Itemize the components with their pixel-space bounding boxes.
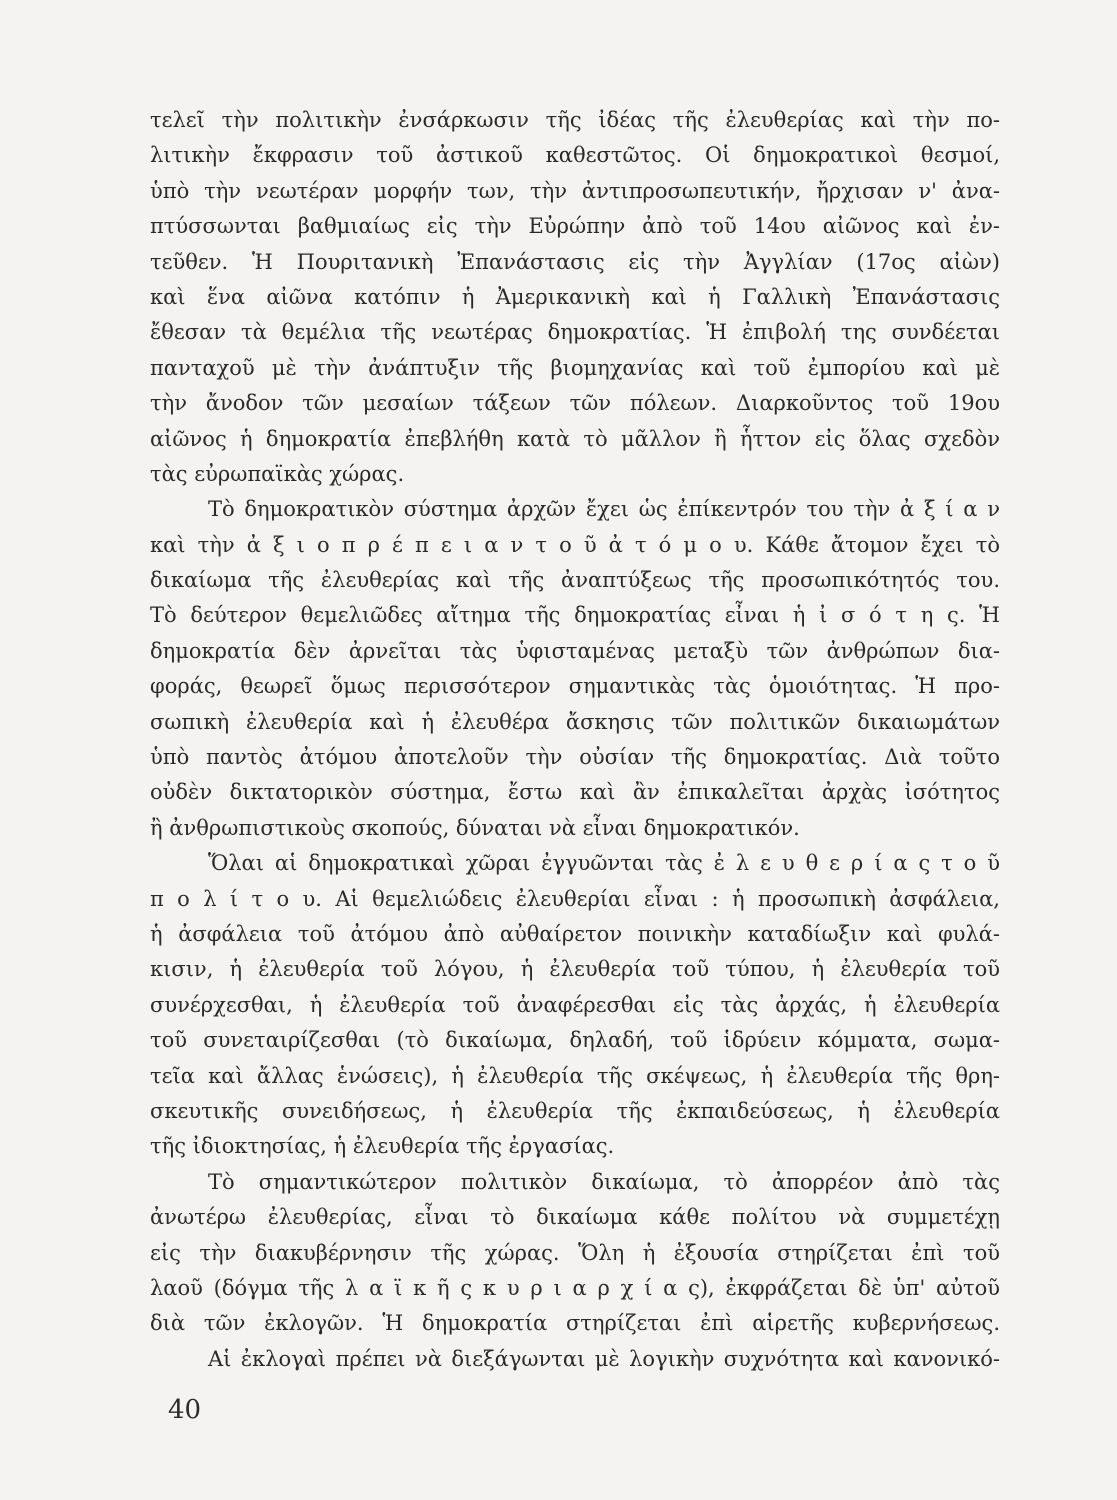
text-line: καὶ τὴν ἀ ξ ι ο π ρ έ π ε ι α ν τ ο ῦ ἀ τ ό μ ο υ. Κάθε ἄτομον ἔχει τὸ [150,532,1000,557]
text-line: εἰς τὴν διακυβέρνησιν τῆς χώρας. Ὅλη ἡ ἐξουσία στηρίζεται ἐπὶ τοῦ [150,1240,1000,1265]
text-line: τὰς εὐρωπαϊκὰς χώρας. [150,461,405,486]
text-line: Τὸ σημαντικώτερον πολιτικὸν δικαίωμα, τὸ ἀπορρέον ἀπὸ τὰς [208,1169,1000,1194]
text-line: ἀνωτέρω ἐλευθερίας, εἶναι τὸ δικαίωμα κάθε πολίτου νὰ συμμετέχῃ [150,1205,1000,1230]
text-line: Αἱ ἐκλογαὶ πρέπει νὰ διεξάγωνται μὲ λογικὴν συχνότητα καὶ κανονικό- [208,1346,1000,1371]
body-text [150,103,1000,1377]
text-line: λιτικὴν ἔκφρασιν τοῦ ἀστικοῦ καθεστῶτος. Οἱ δημοκρατικοὶ θεσμοί, [150,143,1000,168]
text-line: συνέρχεσθαι, ἡ ἐλευθερία τοῦ ἀναφέρεσθαι εἰς τὰς ἀρχάς, ἡ ἐλευθερία [150,992,1000,1017]
text-line: τελεῖ τὴν πολιτικὴν ἐνσάρκωσιν τῆς ἰδέας τῆς ἐλευθερίας καὶ τὴν πο- [150,108,1000,132]
text-line: πτύσσωνται βαθμιαίως εἰς τὴν Εὐρώπην ἀπὸ τοῦ 14ου αἰῶνος καὶ ἐν- [150,214,1000,239]
text-line: ὑπὸ τὴν νεωτέραν μορφήν των, τὴν ἀντιπροσωπευτικήν, ἤρχισαν ν' ἀνα- [150,178,1000,203]
text-line: αἰῶνος ἡ δημοκρατία ἐπεβλήθη κατὰ τὸ μᾶλλον ἢ ἧττον εἰς ὅλας σχεδὸν [150,426,1000,451]
text-line: π ο λ ί τ ο υ. Αἱ θεμελιώδεις ἐλευθερίαι εἶναι : ἡ προσωπικὴ ἀσφάλεια, [150,886,1000,911]
text-line: ἡ ἀσφάλεια τοῦ ἀτόμου ἀπὸ αὐθαίρετον ποινικὴν καταδίωξιν καὶ φυλά- [150,921,1000,946]
text-line: δημοκρατία δὲν ἀρνεῖται τὰς ὑφισταμένας μεταξὺ τῶν ἀνθρώπων δια- [150,638,1000,663]
text-line: Τὸ δημοκρατικὸν σύστημα ἀρχῶν ἔχει ὡς ἐπίκεντρόν του τὴν ἀ ξ ί α ν [208,497,1000,522]
text-line: λαοῦ (δόγμα τῆς λ α ϊ κ ῆ ς κ υ ρ ι α ρ χ ί α ς), ἐκφράζεται δὲ ὑπ' αὐτοῦ [150,1275,1000,1300]
text-line: τῆς ἰδιοκτησίας, ἡ ἐλευθερία τῆς ἐργασίας. [150,1134,615,1159]
text-line: σωπικὴ ἐλευθερία καὶ ἡ ἐλευθέρα ἄσκησις τῶν πολιτικῶν δικαιωμάτων [150,709,1000,734]
text-line: τεῖα καὶ ἄλλας ἑνώσεις), ἡ ἐλευθερία τῆς σκέψεως, ἡ ἐλευθερία τῆς θρη- [150,1063,1000,1088]
text-line: σκευτικῆς συνειδήσεως, ἡ ἐλευθερία τῆς ἐκπαιδεύσεως, ἡ ἐλευθερία [150,1098,1000,1123]
text-line: δικαίωμα τῆς ἐλευθερίας καὶ τῆς ἀναπτύξεως τῆς προσωπικότητός του. [150,568,1000,593]
text-line: Τὸ δεύτερον θεμελιῶδες αἴτημα τῆς δημοκρατίας εἶναι ἡ ἰ σ ό τ η ς. Ἡ [150,603,1000,628]
text-line: φοράς, θεωρεῖ ὅμως περισσότερον σημαντικὰς τὰς ὁμοιότητας. Ἡ προ- [150,674,1000,699]
text-line: ὑπὸ παντὸς ἀτόμου ἀποτελοῦν τὴν οὐσίαν τῆς δημοκρατίας. Διὰ τοῦτο [150,745,1000,770]
page-number: 40 [168,1395,202,1425]
text-line: κισιν, ἡ ἐλευθερία τοῦ λόγου, ἡ ἐλευθερία τοῦ τύπου, ἡ ἐλευθερία τοῦ [150,957,1000,982]
text-line: καὶ ἕνα αἰῶνα κατόπιν ἡ Ἀμερικανικὴ καὶ ἡ Γαλλικὴ Ἐπανάστασις [150,284,1000,309]
text-line: τοῦ συνεταιρίζεσθαι (τὸ δικαίωμα, δηλαδή, τοῦ ἱδρύειν κόμματα, σωμα- [150,1028,1000,1053]
text-line: Ὅλαι αἱ δημοκρατικαὶ χῶραι ἐγγυῶνται τὰς ἐ λ ε υ θ ε ρ ί α ς τ ο ῦ [208,851,1000,876]
text-line: πανταχοῦ μὲ τὴν ἀνάπτυξιν τῆς βιομηχανίας καὶ τοῦ ἐμπορίου καὶ μὲ [150,355,1000,380]
text-line: ἔθεσαν τὰ θεμέλια τῆς νεωτέρας δημοκρατίας. Ἡ ἐπιβολή της συνδέεται [150,320,1000,345]
text-line: οὐδὲν δικτατορικὸν σύστημα, ἔστω καὶ ἂν ἐπικαλεῖται ἀρχὰς ἰσότητος [150,780,1000,805]
text-line: διὰ τῶν ἐκλογῶν. Ἡ δημοκρατία στηρίζεται ἐπὶ αἱρετῆς κυβερνήσεως. [150,1311,1000,1336]
text-line: τεῦθεν. Ἡ Πουριτανικὴ Ἐπανάστασις εἰς τὴν Ἀγγλίαν (17ος αἰὼν) [150,249,1000,274]
text-line: τὴν ἄνοδον τῶν μεσαίων τάξεων τῶν πόλεων. Διαρκοῦντος τοῦ 19ου [150,391,1000,416]
text-line: ἢ ἀνθρωπιστικοὺς σκοπούς, δύναται νὰ εἶναι δημοκρατικόν. [150,815,800,840]
